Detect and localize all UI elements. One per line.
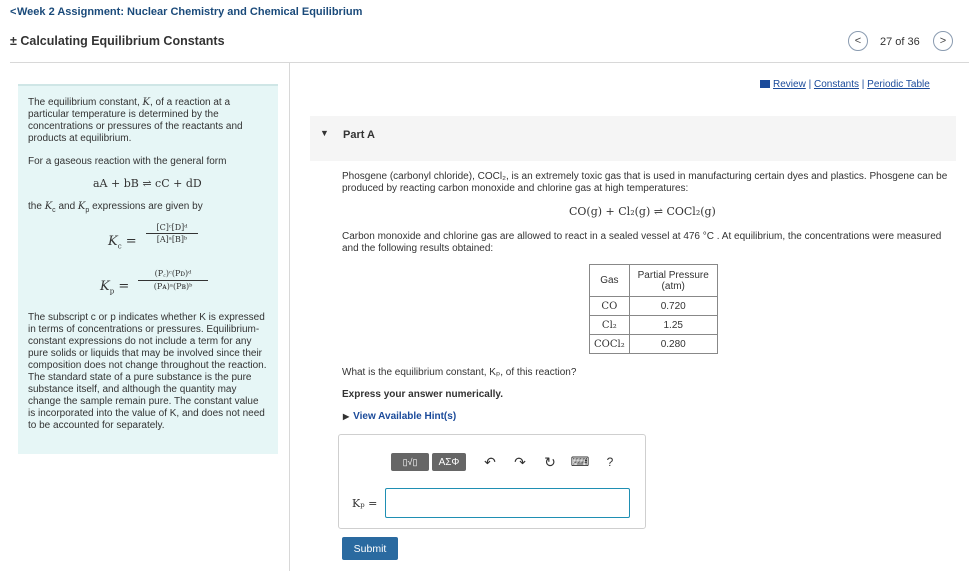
pressure-cell: 0.280 — [629, 335, 717, 354]
templates-button[interactable]: ▯√▯ — [391, 453, 429, 471]
question-paragraph-2: Carbon monoxide and chlorine gas are allowed to react in a sealed vessel at 476 °C . At equilibrium, the concentrations were measured and the following results obtained: — [342, 231, 942, 254]
part-a-header[interactable] — [310, 116, 956, 161]
book-icon — [760, 80, 770, 88]
kp-fraction — [138, 268, 208, 291]
question-ask: What is the equilibrium constant, Kₚ, of this reaction? — [342, 367, 577, 378]
header-gas: Gas — [590, 265, 630, 297]
back-chevron-icon: < — [10, 6, 17, 18]
hint-label: View Available Hint(s) — [353, 411, 457, 422]
gas-cell: CO — [590, 297, 630, 316]
link-separator: | — [808, 79, 812, 90]
reset-icon[interactable]: ↻ — [544, 453, 556, 470]
table-row — [590, 316, 718, 335]
partial-pressure-table — [589, 264, 718, 354]
caret-right-icon: ▶ — [343, 412, 350, 421]
kc-numerator: [C]ᶜ[D]ᵈ — [146, 223, 198, 234]
answer-instruction: Express your answer numerically. — [342, 389, 504, 400]
intro-paragraph-3: the $K_c$ and $K_p$ expressions are given by — [28, 201, 203, 214]
chevron-right-icon: > — [939, 35, 947, 47]
kc-symbol: $K_c$ = — [108, 234, 137, 251]
pressure-cell: 1.25 — [629, 316, 717, 335]
kp-numerator: (P꜀)ᶜ(Pᴅ)ᵈ — [138, 268, 208, 281]
question-paragraph-1: Phosgene (carbonyl chloride), COCl₂, is an extremely toxic gas that is used in manufacturing certain dyes and plastics. Phosgene can be produced by reacting carbon monoxide and chlorine gas at high temperatures: — [342, 171, 948, 194]
constants-link[interactable]: Constants — [813, 79, 859, 90]
redo-icon[interactable]: ↷ — [514, 453, 526, 470]
gas-cell: COCl₂ — [590, 335, 630, 354]
chevron-left-icon: < — [854, 35, 862, 47]
help-icon[interactable]: ? — [606, 455, 614, 469]
review-link[interactable]: Review — [773, 79, 806, 90]
general-reaction: aA + bB ⇌ cC + dD — [93, 177, 202, 190]
pressure-cell: 0.720 — [629, 297, 717, 316]
keyboard-icon[interactable]: ⌨ — [570, 454, 590, 469]
plus-minus-icon: ± — [10, 34, 17, 48]
view-hints-toggle[interactable] — [343, 411, 456, 422]
kp-answer-input[interactable] — [385, 488, 630, 518]
previous-item-button[interactable] — [848, 31, 868, 51]
kc-denominator: [A]ᵃ[B]ᵇ — [156, 235, 188, 244]
phosgene-reaction: CO(g) + Cl₂(g) ⇌ COCl₂(g) — [569, 205, 716, 218]
intro-paragraph-1: The equilibrium constant, K, of a reaction at a particular temperature is determined by the concentrations or pressures of the reactants and products at equilibrium. — [28, 97, 243, 144]
section-title — [10, 34, 225, 48]
part-label[interactable]: Part A — [343, 129, 375, 141]
header-divider — [10, 62, 969, 63]
intro-paragraph-2: For a gaseous reaction with the general form — [28, 156, 227, 167]
panel-divider — [289, 63, 290, 571]
table-header-row — [590, 265, 718, 297]
kp-symbol: $K_p$ = — [100, 279, 130, 296]
next-item-button[interactable] — [933, 31, 953, 51]
greek-symbols-button[interactable]: ΑΣΦ — [432, 453, 466, 471]
undo-icon[interactable]: ↶ — [484, 453, 496, 470]
kc-fraction — [146, 223, 198, 244]
page-count: 27 of 36 — [880, 36, 920, 48]
resource-links — [760, 79, 930, 90]
caret-down-icon[interactable]: ▼ — [320, 128, 329, 138]
gas-cell: Cl₂ — [590, 316, 630, 335]
kp-answer-label: Kₚ = — [352, 497, 378, 510]
back-link[interactable] — [10, 6, 16, 18]
link-separator: | — [861, 79, 865, 90]
header-partial-pressure: Partial Pressure (atm) — [629, 265, 717, 297]
assignment-title[interactable]: Week 2 Assignment: Nuclear Chemistry and Chemical Equilibrium — [17, 6, 363, 18]
table-row — [590, 297, 718, 316]
intro-paragraph-4: The subscript c or p indicates whether K is expressed in terms of concentrations or pressures. Equilibrium-constant expressions do not include a term for any pure solids or liquids that may be involved since their composition does not change throughout the reaction. The standard state of a pure substance is the pure substance itself, and although the quantity may change the sample remain pure. The constant value is incorporated into the value of K, and does not need to be accounted for separately. — [28, 312, 267, 431]
periodic-table-link[interactable]: Periodic Table — [867, 79, 930, 90]
kp-denominator: (Pᴀ)ᵃ(Pʙ)ᵇ — [153, 282, 193, 291]
submit-button[interactable]: Submit — [342, 537, 398, 560]
section-title-text: Calculating Equilibrium Constants — [20, 34, 225, 48]
table-row — [590, 335, 718, 354]
intro-panel — [18, 84, 278, 454]
